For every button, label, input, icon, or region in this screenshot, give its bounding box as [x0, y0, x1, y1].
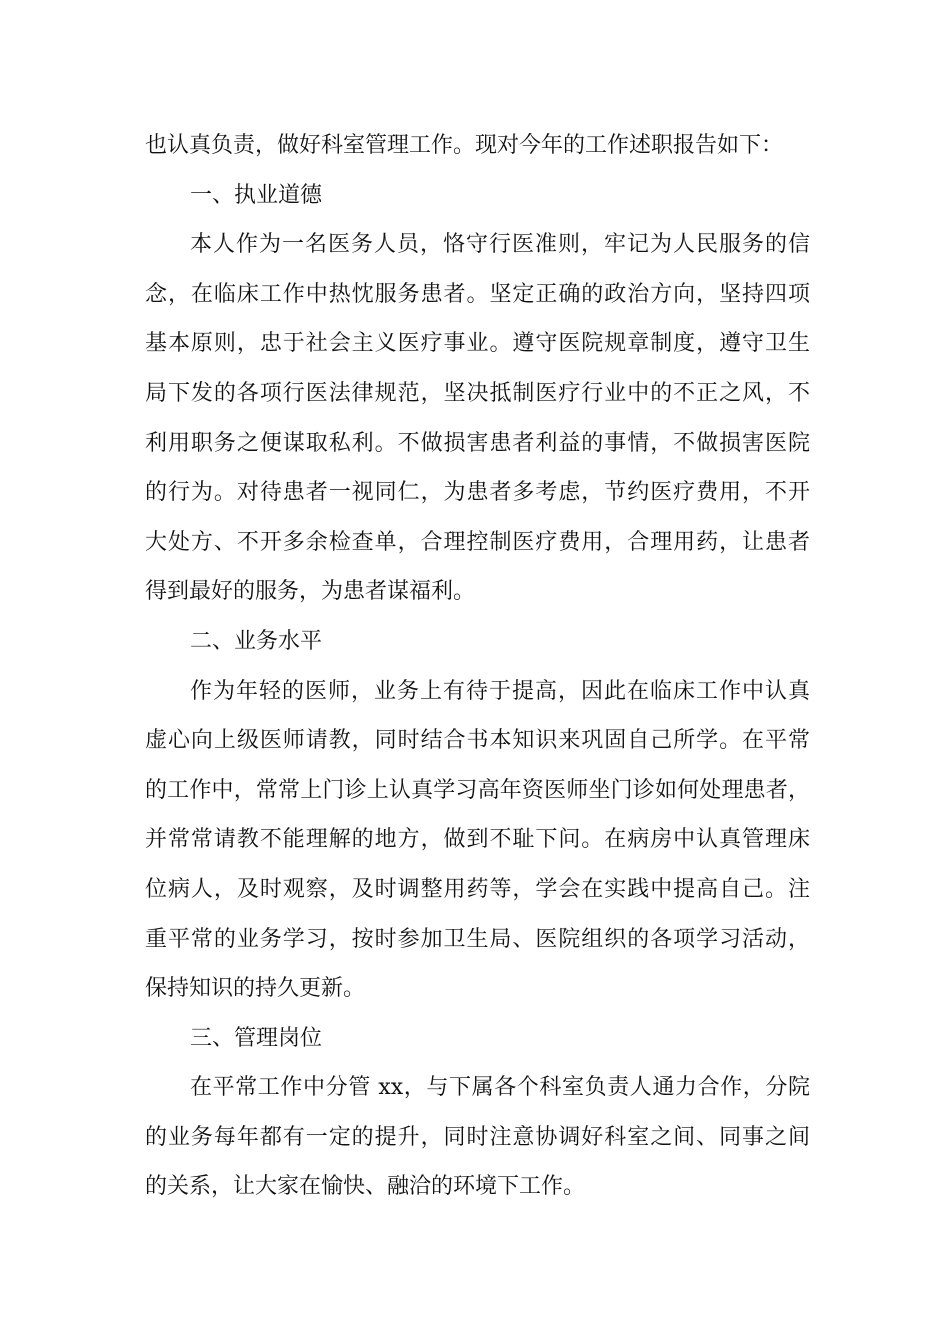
paragraph-line: 作为年轻的医师，业务上有待于提高，因此在临床工作中认真	[190, 678, 810, 704]
paragraph-line: 重平常的业务学习，按时参加卫生局、医院组织的各项学习活动，	[145, 926, 810, 952]
paragraph-line: 位病人，及时观察，及时调整用药等，学会在实践中提高自己。注	[145, 876, 810, 902]
paragraph-line: 局下发的各项行医法律规范，坚决抵制医疗行业中的不正之风，不	[145, 380, 810, 406]
paragraph-line: 保持知识的持久更新。	[145, 976, 366, 1002]
paragraph-line: 的业务每年都有一定的提升，同时注意协调好科室之间、同事之间	[145, 1124, 810, 1150]
paragraph-line: 利用职务之便谋取私利。不做损害患者利益的事情，不做损害医院	[145, 430, 810, 456]
paragraph-line: 的关系，让大家在愉快、融洽的环境下工作。	[145, 1174, 586, 1200]
section-heading-management: 三、管理岗位	[190, 1025, 323, 1051]
section-heading-skills: 二、业务水平	[190, 628, 323, 654]
paragraph-line: 本人作为一名医务人员，恪守行医准则，牢记为人民服务的信	[190, 232, 810, 258]
paragraph-line: 并常常请教不能理解的地方，做到不耻下问。在病房中认真管理床	[145, 827, 810, 853]
paragraph-line: 虚心向上级医师请教，同时结合书本知识来巩固自己所学。在平常	[145, 728, 810, 754]
paragraph-line: 得到最好的服务，为患者谋福利。	[145, 579, 476, 605]
paragraph-line: 念，在临床工作中热忱服务患者。坚定正确的政治方向，坚持四项	[145, 281, 810, 307]
paragraph-line: 在平常工作中分管 xx，与下属各个科室负责人通力合作，分院	[190, 1075, 810, 1101]
paragraph-line: 大处方、不开多余检查单，合理控制医疗费用，合理用药，让患者	[145, 529, 810, 555]
paragraph-line: 的工作中，常常上门诊上认真学习高年资医师坐门诊如何处理患者，	[145, 777, 810, 803]
paragraph-line: 基本原则，忠于社会主义医疗事业。遵守医院规章制度，遵守卫生	[145, 331, 810, 357]
paragraph-line: 的行为。对待患者一视同仁，为患者多考虑，节约医疗费用，不开	[145, 480, 810, 506]
document-body	[145, 133, 810, 1224]
paragraph-line: 也认真负责，做好科室管理工作。现对今年的工作述职报告如下：	[145, 133, 784, 158]
section-heading-ethics: 一、执业道德	[190, 182, 323, 208]
